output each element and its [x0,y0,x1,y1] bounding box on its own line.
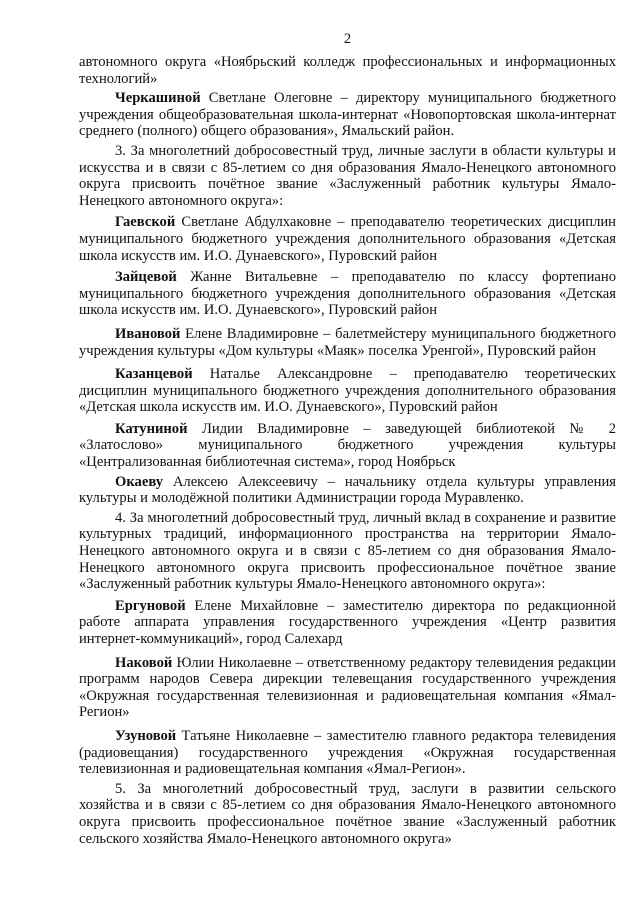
recipient-surname: Казанцевой [115,366,193,383]
award-entry [79,598,616,648]
award-entry [79,728,616,778]
recipient-details: Светлане Олеговне – директору муниципального бюджетного учреждения общеобразовательная школа-интернат «Новопортовская школа-интернат среднего (полного) общего образования», Ямальский район. [79,90,616,140]
recipient-surname: Ергуновой [115,597,186,614]
section-paragraph [79,143,616,209]
recipient-surname: Ивановой [115,325,181,342]
award-entry [79,326,616,359]
recipient-surname: Узуновой [115,727,177,744]
section-text: 3. За многолетний добросовестный труд, личные заслуги в области культуры и искусства и в связи с 85-летием со дня образования Ямало-Ненецкого автономного округа присвоить почётное звание «Заслуженный работник культуры Ямало-Ненецкого автономного округа»: [79,142,616,209]
section-text: 4. За многолетний добросовестный труд, личный вклад в сохранение и развитие культурных традиций, информационного пространства на территории Ямало-Ненецкого автономного округа и в связи с 85-летием со дня образования Ямало-Ненецкого автономного округа присвоить профессиональное почётное звание «Заслуженный работник культуры Ямало-Ненецкого автономного округа»: [79,509,616,593]
recipient-details: Елене Владимировне – балетмейстеру муниципального бюджетного учреждения культуры «Дом культуры «Маяк» поселка Уренгой», Пуровский район [79,325,616,359]
recipient-surname: Черкашиной [115,90,201,107]
page-number: 2 [343,31,352,47]
recipient-details: Жанне Витальевне – преподавателю по классу фортепиано муниципального бюджетного учреждения дополнительного образования «Детская школа искусств им. И.О. Дунаевского», Пуровский район [79,269,616,319]
paragraph-continuation [79,54,616,87]
recipient-details: Светлане Абдулхаковне – преподавателю теоретических дисциплин муниципального бюджетного учреждения дополнительного образования «Детская школа искусств им. И.О. Дунаевского», Пуровский район [79,214,616,264]
recipient-details: Лидии Владимировне – заведующей библиотекой № 2 «Златослово» муниципального бюджетного учреждения культуры «Централизованная библиотечная система», город Ноябрьск [79,420,616,471]
paragraph-text: автономного округа «Ноябрьский колледж профессиональных и информационных технологий» [79,54,616,87]
recipient-surname: Наковой [115,654,173,671]
section-text: 5. За многолетний добросовестный труд, заслуги в развитии сельского хозяйства и в связи с 85-летием со дня образования Ямало-Ненецкого автономного округа присвоить профессиональное почётное звание «Заслуженный работник сельского хозяйства Ямало-Ненецкого автономного округа» [79,780,616,847]
recipient-surname: Катуниной [115,420,188,437]
award-entry [79,214,616,264]
recipient-details: Юлии Николаевне – ответственному редактору телевидения редакции программ народов Севера дирекции телевещания государственного учреждения «Окружная государственная телевизионная и радиовещательная компания «Ямал-Регион» [79,654,616,721]
recipient-details: Наталье Александровне – преподавателю теоретических дисциплин муниципального бюджетного учреждения дополнительного образования «Детская школа искусств им. И.О. Дунаевского», Пуровский район [79,366,616,416]
recipient-surname: Зайцевой [115,269,177,286]
section-paragraph [79,781,616,847]
recipient-details: Татьяне Николаевне – заместителю главного редактора телевидения (радиовещания) государственного учреждения «Окружная государственная телевизионная и радиовещательная компания «Ямал-Регион». [79,727,616,778]
award-entry [79,90,616,140]
award-entry [79,655,616,721]
recipient-surname: Окаеву [115,473,163,490]
section-paragraph [79,510,616,593]
recipient-surname: Гаевской [115,214,176,231]
award-entry [79,421,616,471]
award-entry [79,269,616,319]
award-entry [79,366,616,416]
recipient-details: Алексею Алексеевичу – начальнику отдела культуры управления культуры и молодёжной политики Администрации города Муравленко. [79,473,616,507]
award-entry [79,474,616,507]
recipient-details: Елене Михайловне – заместителю директора по редакционной работе аппарата управления государственного учреждения «Центр развития интернет-коммуникаций», город Салехард [79,597,616,647]
